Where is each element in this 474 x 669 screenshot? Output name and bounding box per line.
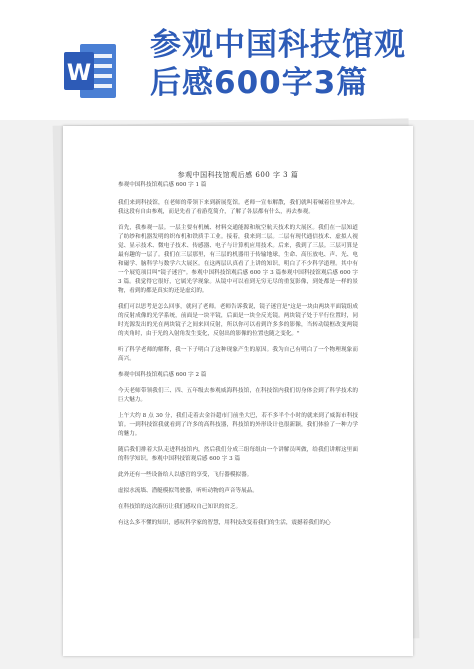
paragraph: 听了科学老师的解释，我一下子明白了这种现象产生的原因。我为自己有明白了一个物理现象而高兴。 xyxy=(118,347,358,362)
paragraph: 上午大约 8 点 30 分，我们走着去金谷超市门前坐大巴，若不多半个小时的就来到了威海市科技馆。一到科技馆我就看到了许多的高科技器，科技馆的外形设计也很新颖，我们体验了一种力学的魅力。 xyxy=(118,413,358,437)
document-body xyxy=(118,181,358,535)
paragraph: 我们可以思考是怎么回事，就问了老师。老师告诉我说，镜子迷宫是"这是一块由两块平面镜组成的反射成像的光学系统，前面是一块平镜，后面是一块全反光镜。两块镜子处于平行位置时，同时光源发出的光在两块镜子之间来回反射，所以你可以看到许多多的影像，当转动镜框改变两镜的夹角时，由于光的入射角发生变化，反射出的影像的位置也随之变化。" xyxy=(118,304,358,337)
word-logo-letter: W xyxy=(66,61,92,86)
paragraph: 虚拟水流墙、潜艇模拟驾驶器，听听动物的声音等展品。 xyxy=(118,488,258,494)
word-document-icon xyxy=(62,40,118,102)
paragraph: 首先，我参观一层。一层主要有机械、材料交通能源和航空航天技术的大展区。我们在一层知道了纺纱和机器发明的织布机和铁质手工业。接着，我来到二层。二层有现代通信技术、虚拟人视觉、显示技术、微电子技术、传感器、电子与计算机应用技术。后来，我到了三层。三层可算是最有趣的一层了。我们在三层那里，有三层的机器用于传输地球，生命、高压放电、声、光、电和磁学、脑科学与数学六大展区。在这两层认真看了上讲的知识，明白了不少科学道理。其中有一个展览项目叫"镜子迷宫"。参观中国科技馆观后感 600 字 3 篇参观中国科技馆观后感 600 字 3 篇。我觉得它很好，它属光学现象。从镜中可以看到无穷无尽的重复影像，到处都是一样的景物，看到的都是真实的还是虚幻的。 xyxy=(118,225,358,294)
paragraph: 参观中国科技馆观后感 600 字 1 篇 xyxy=(118,182,207,188)
paragraph: 随后我们排着大队走进科技馆内，然后我们分成三组每组由一个讲解员叫做，给我们讲解这里面的科学知识。参观中国科技馆观后感 600 字 3 篇 xyxy=(118,447,358,462)
banner xyxy=(0,0,474,120)
banner-title-line-1: 参观中国科技馆观 xyxy=(150,27,406,63)
paragraph: 我们来到科技馆，在老师的带领下来到新展览馆。老师一宣布解散，我们就叫着喊着往里冲去。我这段有自由参观，而是先看了看游览简介，了解了各层都有什么，再去参观。 xyxy=(118,200,358,215)
document-page xyxy=(63,126,413,656)
paragraph: 有这么多不懂的知识，感叹科学家的智慧，用科技改变着我们的生活，震撼着我们的心 xyxy=(118,520,331,526)
paragraph: 在科技馆的这次游历让我们感叹自己知识的贫乏。 xyxy=(118,504,242,510)
paragraph: 此外还有一些设备给人以感官的享受，飞行器模拟器。 xyxy=(118,472,253,478)
paragraph: 今天老师带领我们三、四、五年级去参观威海科技馆，在科技馆内我们切身体会到了科学技术的巨大魅力。 xyxy=(118,388,358,403)
banner-title-line-2: 后感600字3篇 xyxy=(150,65,369,101)
paragraph: 参观中国科技馆观后感 600 字 2 篇 xyxy=(118,372,207,378)
banner-title xyxy=(150,26,460,102)
document-title: 参观中国科技馆观后感 600 字 3 篇 xyxy=(177,171,299,179)
